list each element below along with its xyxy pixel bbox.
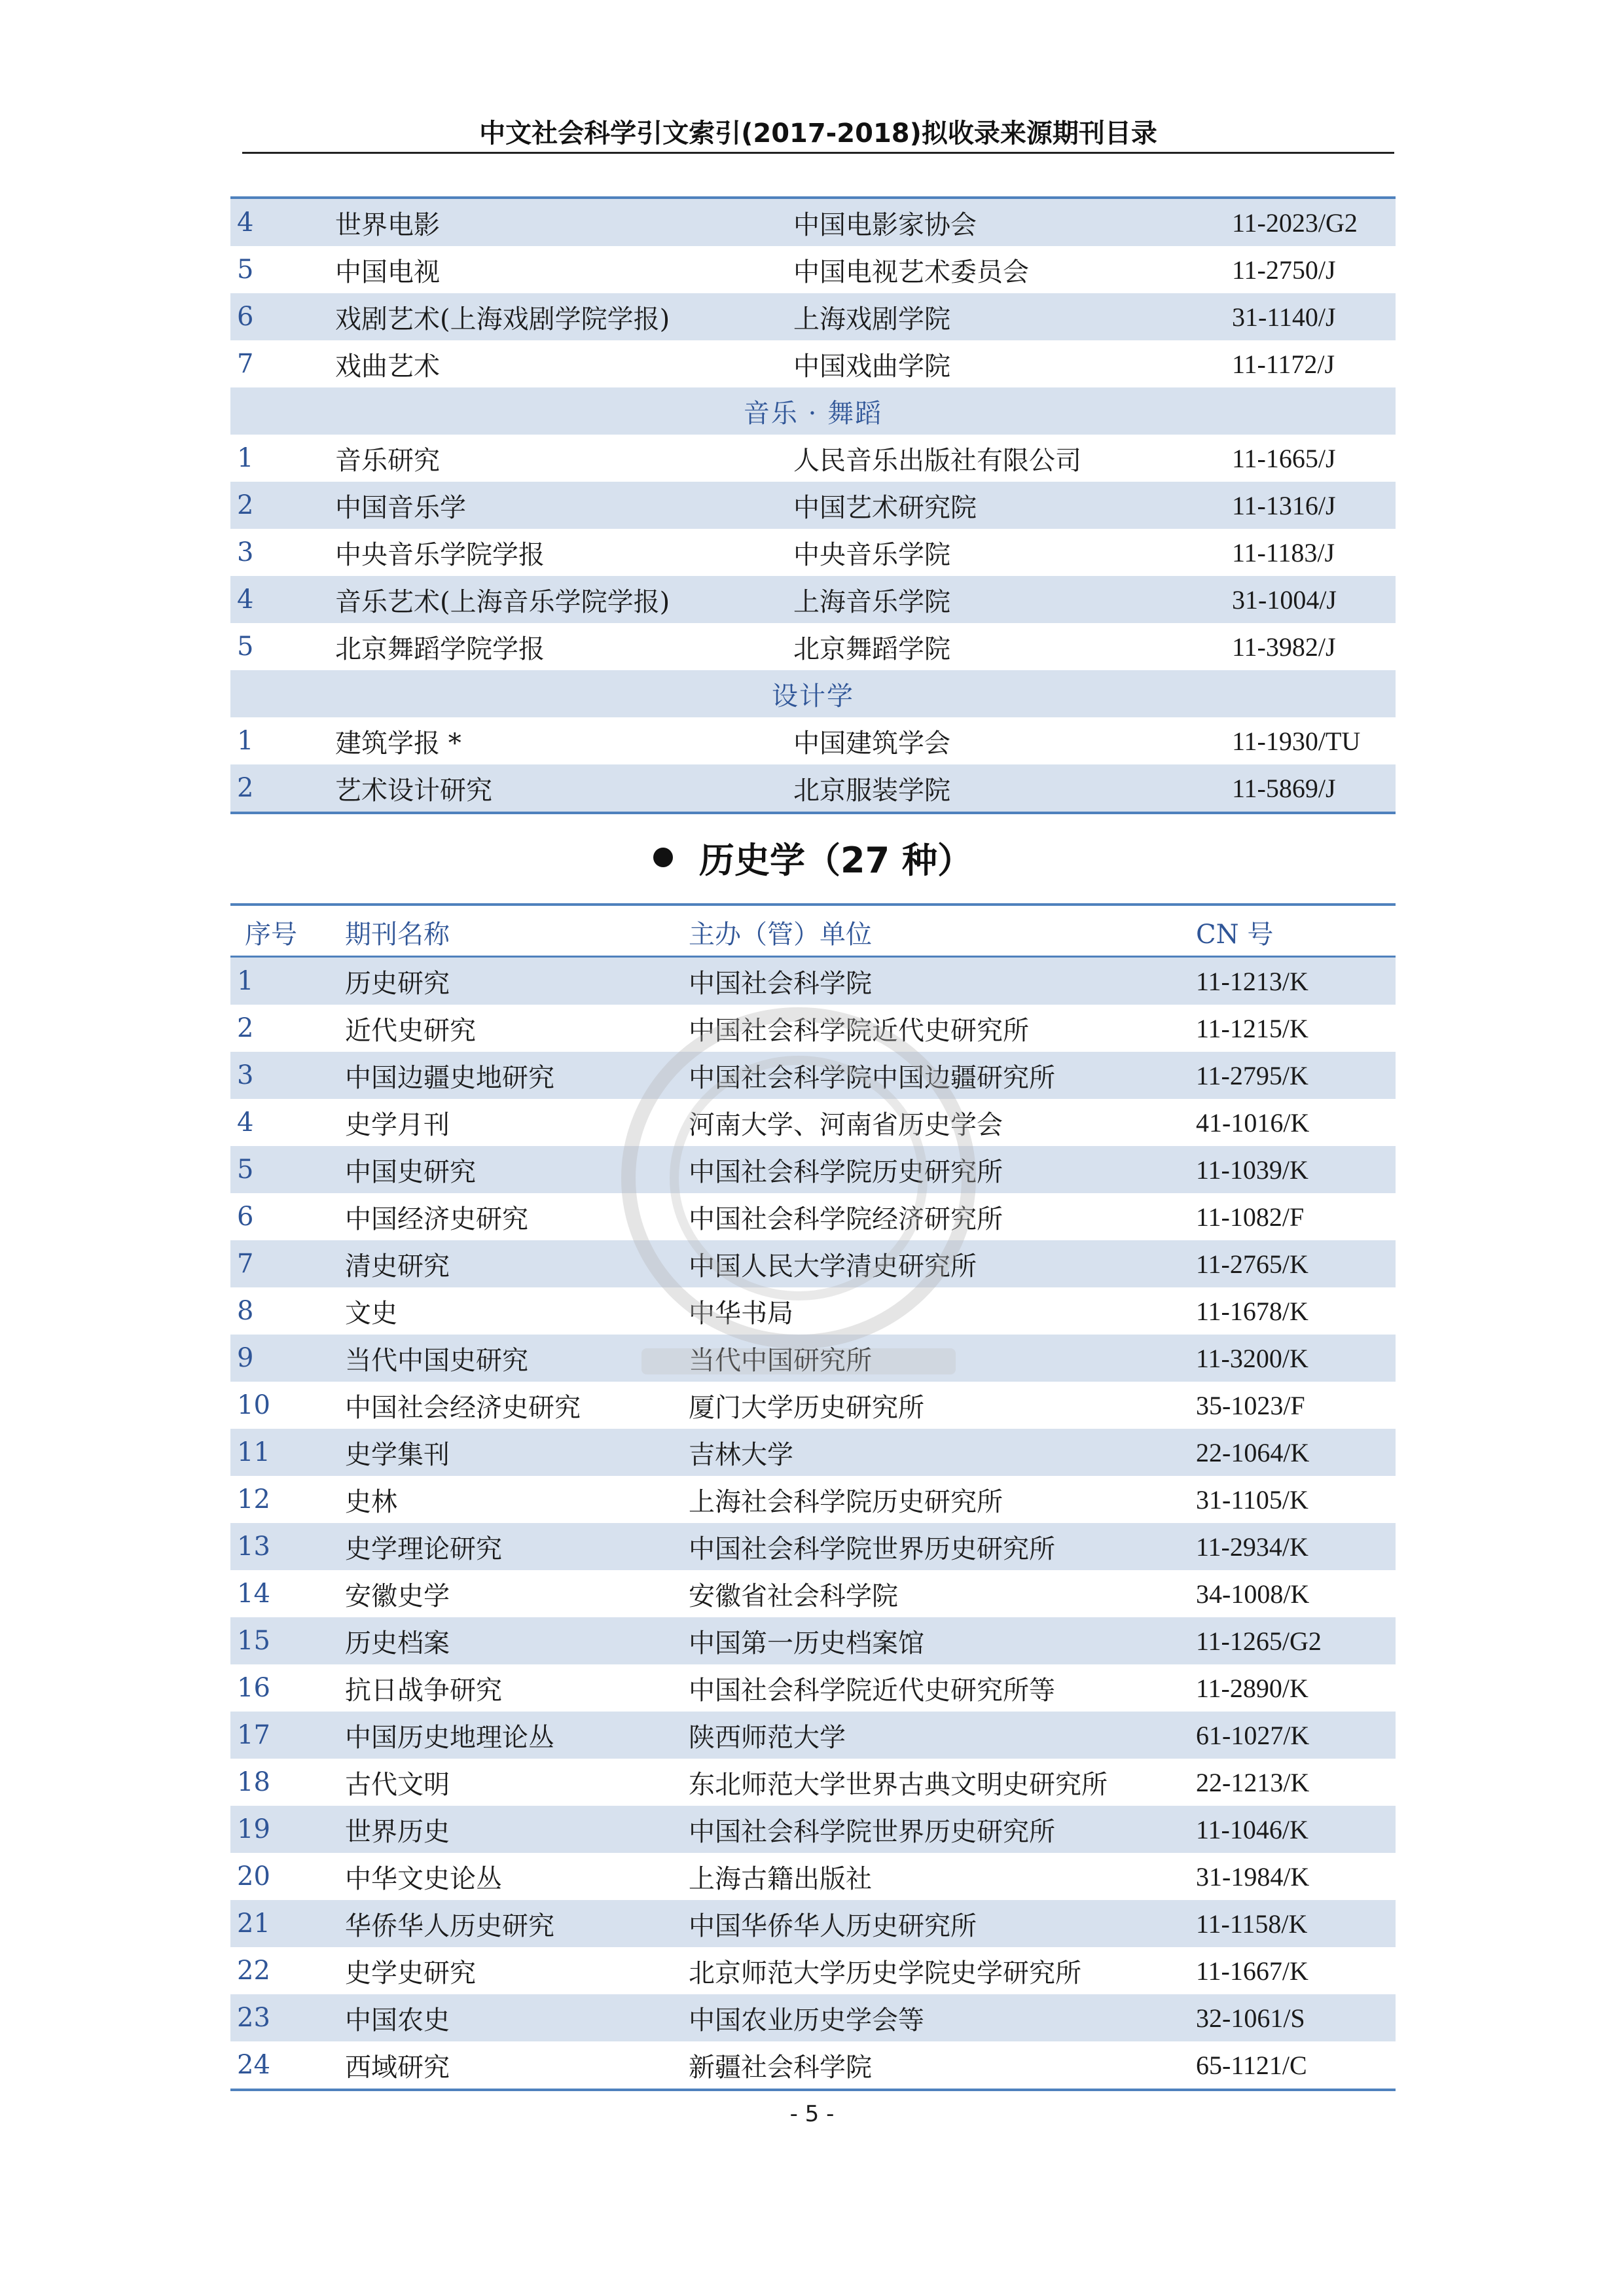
- table-row: [230, 1476, 1396, 1523]
- publisher-name: 中国社会科学院世界历史研究所: [689, 1806, 1196, 1853]
- publisher-name: 上海社会科学院历史研究所: [689, 1476, 1196, 1523]
- cn-number: 35-1023/F: [1196, 1382, 1396, 1429]
- cn-number: 41-1016/K: [1196, 1099, 1396, 1146]
- journal-name: 世界历史: [345, 1806, 689, 1853]
- row-number: 15: [230, 1617, 345, 1664]
- journal-name: 史学史研究: [345, 1947, 689, 1994]
- publisher-name: 安徽省社会科学院: [689, 1570, 1196, 1617]
- row-number: 17: [230, 1712, 345, 1759]
- journal-name: 中国历史地理论丛: [345, 1712, 689, 1759]
- cn-number: 11-1678/K: [1196, 1287, 1396, 1335]
- publisher-name: 北京服装学院: [793, 764, 1232, 813]
- cn-number: 11-3982/J: [1232, 623, 1396, 670]
- journal-name: 西域研究: [345, 2041, 689, 2090]
- row-number: 7: [230, 340, 335, 387]
- publisher-name: 中国农业历史学会等: [689, 1994, 1196, 2041]
- table-row: [230, 764, 1396, 813]
- cn-number: 31-1140/J: [1232, 293, 1396, 340]
- journal-name: 中国社会经济史研究: [345, 1382, 689, 1429]
- cn-number: 11-1665/J: [1232, 435, 1396, 482]
- row-number: 14: [230, 1570, 345, 1617]
- publisher-name: 中国第一历史档案馆: [689, 1617, 1196, 1664]
- journal-name: 安徽史学: [345, 1570, 689, 1617]
- cn-number: 11-1265/G2: [1196, 1617, 1396, 1664]
- journal-name: 北京舞蹈学院学报: [335, 623, 793, 670]
- cn-number: 22-1064/K: [1196, 1429, 1396, 1476]
- row-number: 3: [230, 1052, 345, 1099]
- publisher-name: 中国人民大学清史研究所: [689, 1240, 1196, 1287]
- row-number: 21: [230, 1900, 345, 1947]
- table-row: [230, 1193, 1396, 1240]
- journal-name: 古代文明: [345, 1759, 689, 1806]
- cn-number: 22-1213/K: [1196, 1759, 1396, 1806]
- publisher-name: 厦门大学历史研究所: [689, 1382, 1196, 1429]
- row-number: 24: [230, 2041, 345, 2090]
- cn-number: 11-1215/K: [1196, 1005, 1396, 1052]
- publisher-name: 中国艺术研究院: [793, 482, 1232, 529]
- table-row: [230, 1429, 1396, 1476]
- cn-number: 11-1213/K: [1196, 957, 1396, 1005]
- publisher-name: 北京舞蹈学院: [793, 623, 1232, 670]
- table-header-row: [230, 905, 1396, 957]
- publisher-name: 上海戏剧学院: [793, 293, 1232, 340]
- publisher-name: 中国华侨华人历史研究所: [689, 1900, 1196, 1947]
- row-number: 12: [230, 1476, 345, 1523]
- cn-number: 11-1172/J: [1232, 340, 1396, 387]
- journal-name: 中国经济史研究: [345, 1193, 689, 1240]
- cn-number: 32-1061/S: [1196, 1994, 1396, 2041]
- cn-number: 34-1008/K: [1196, 1570, 1396, 1617]
- publisher-name: 中国电影家协会: [793, 198, 1232, 246]
- row-number: 5: [230, 1146, 345, 1193]
- cn-number: 61-1027/K: [1196, 1712, 1396, 1759]
- header-num: 序号: [230, 905, 345, 957]
- cn-number: 11-1082/F: [1196, 1193, 1396, 1240]
- table-row: [230, 1052, 1396, 1099]
- table-row: [230, 1994, 1396, 2041]
- publisher-name: 中华书局: [689, 1287, 1196, 1335]
- journal-name: 中国边疆史地研究: [345, 1052, 689, 1099]
- cn-number: 11-2765/K: [1196, 1240, 1396, 1287]
- table-row: [230, 1900, 1396, 1947]
- cn-number: 31-1105/K: [1196, 1476, 1396, 1523]
- section-heading-text: 历史学（27 种）: [699, 839, 973, 881]
- table-row: [230, 1664, 1396, 1712]
- row-number: 7: [230, 1240, 345, 1287]
- journal-name: 艺术设计研究: [335, 764, 793, 813]
- row-number: 8: [230, 1287, 345, 1335]
- journal-name: 世界电影: [335, 198, 793, 246]
- table-row: [230, 340, 1396, 387]
- journal-name: 史林: [345, 1476, 689, 1523]
- journal-name: 音乐研究: [335, 435, 793, 482]
- table-row: [230, 198, 1396, 246]
- journal-name: 近代史研究: [345, 1005, 689, 1052]
- section-heading-history: [230, 831, 1396, 884]
- table-row: [230, 623, 1396, 670]
- table-row: [230, 246, 1396, 293]
- row-number: 9: [230, 1335, 345, 1382]
- table-row: [230, 1947, 1396, 1994]
- journal-name: 当代中国史研究: [345, 1335, 689, 1382]
- table-row: [230, 293, 1396, 340]
- publisher-name: 中国社会科学院近代史研究所: [689, 1005, 1196, 1052]
- category-label: 音乐 · 舞蹈: [230, 387, 1396, 435]
- publisher-name: 当代中国研究所: [689, 1335, 1196, 1382]
- row-number: 2: [230, 764, 335, 813]
- header-rule: [242, 152, 1394, 154]
- publisher-name: 中国社会科学院世界历史研究所: [689, 1523, 1196, 1570]
- table-row: [230, 1287, 1396, 1335]
- table-row: [230, 1382, 1396, 1429]
- journal-name: 史学理论研究: [345, 1523, 689, 1570]
- row-number: 1: [230, 717, 335, 764]
- journal-name: 清史研究: [345, 1240, 689, 1287]
- table-row: [230, 1806, 1396, 1853]
- cn-number: 11-1046/K: [1196, 1806, 1396, 1853]
- category-label: 设计学: [230, 670, 1396, 717]
- table-row: [230, 1005, 1396, 1052]
- table-row: [230, 957, 1396, 1005]
- publisher-name: 吉林大学: [689, 1429, 1196, 1476]
- journal-name: 抗日战争研究: [345, 1664, 689, 1712]
- table-row: [230, 1712, 1396, 1759]
- publisher-name: 中央音乐学院: [793, 529, 1232, 576]
- category-row-design: [230, 670, 1396, 717]
- table-row: [230, 1570, 1396, 1617]
- row-number: 1: [230, 957, 345, 1005]
- page-header-title: 中文社会科学引文索引(2017-2018)拟收录来源期刊目录: [479, 118, 1157, 149]
- table-row: [230, 529, 1396, 576]
- row-number: 2: [230, 482, 335, 529]
- row-number: 2: [230, 1005, 345, 1052]
- page-number: - 5 -: [789, 2101, 835, 2127]
- row-number: 18: [230, 1759, 345, 1806]
- cn-number: 11-2023/G2: [1232, 198, 1396, 246]
- table-row: [230, 717, 1396, 764]
- table-row: [230, 435, 1396, 482]
- cn-number: 11-3200/K: [1196, 1335, 1396, 1382]
- table-row: [230, 1617, 1396, 1664]
- publisher-name: 中国社会科学院历史研究所: [689, 1146, 1196, 1193]
- table-row: [230, 1853, 1396, 1900]
- journal-name: 历史研究: [345, 957, 689, 1005]
- header-name: 期刊名称: [345, 905, 689, 957]
- publisher-name: 东北师范大学世界古典文明史研究所: [689, 1759, 1196, 1806]
- history-journal-table-body: [230, 957, 1396, 2090]
- journal-name: 中央音乐学院学报: [335, 529, 793, 576]
- cn-number: 11-5869/J: [1232, 764, 1396, 813]
- cn-number: 11-1183/J: [1232, 529, 1396, 576]
- row-number: 4: [230, 198, 335, 246]
- bullet-icon: [653, 848, 673, 867]
- row-number: 19: [230, 1806, 345, 1853]
- table-row: [230, 1146, 1396, 1193]
- journal-name: 中国农史: [345, 1994, 689, 2041]
- publisher-name: 中国戏曲学院: [793, 340, 1232, 387]
- row-number: 16: [230, 1664, 345, 1712]
- cn-number: 11-2750/J: [1232, 246, 1396, 293]
- cn-number: 31-1984/K: [1196, 1853, 1396, 1900]
- table-row: [230, 576, 1396, 623]
- cn-number: 11-1930/TU: [1232, 717, 1396, 764]
- journal-name: 中国史研究: [345, 1146, 689, 1193]
- publisher-name: 人民音乐出版社有限公司: [793, 435, 1232, 482]
- publisher-name: 河南大学、河南省历史学会: [689, 1099, 1196, 1146]
- journal-name: 建筑学报 *: [335, 717, 793, 764]
- journal-name: 史学集刊: [345, 1429, 689, 1476]
- journal-name: 中国电视: [335, 246, 793, 293]
- table-row: [230, 1335, 1396, 1382]
- row-number: 13: [230, 1523, 345, 1570]
- row-number: 4: [230, 576, 335, 623]
- cn-number: 11-2890/K: [1196, 1664, 1396, 1712]
- table-row: [230, 482, 1396, 529]
- row-number: 4: [230, 1099, 345, 1146]
- journal-name: 戏曲艺术: [335, 340, 793, 387]
- journal-name: 历史档案: [345, 1617, 689, 1664]
- publisher-name: 上海古籍出版社: [689, 1853, 1196, 1900]
- category-row-music-dance: [230, 387, 1396, 435]
- publisher-name: 中国社会科学院经济研究所: [689, 1193, 1196, 1240]
- cn-number: 11-2795/K: [1196, 1052, 1396, 1099]
- journal-name: 中国音乐学: [335, 482, 793, 529]
- table-row: [230, 1759, 1396, 1806]
- header-cn: CN 号: [1196, 905, 1396, 957]
- cn-number: 11-1158/K: [1196, 1900, 1396, 1947]
- table-row: [230, 1523, 1396, 1570]
- row-number: 20: [230, 1853, 345, 1900]
- row-number: 6: [230, 1193, 345, 1240]
- table-row: [230, 1099, 1396, 1146]
- publisher-name: 中国社会科学院近代史研究所等: [689, 1664, 1196, 1712]
- row-number: 3: [230, 529, 335, 576]
- table-row: [230, 1240, 1396, 1287]
- row-number: 11: [230, 1429, 345, 1476]
- publisher-name: 北京师范大学历史学院史学研究所: [689, 1947, 1196, 1994]
- table-row: [230, 2041, 1396, 2090]
- cn-number: 11-2934/K: [1196, 1523, 1396, 1570]
- history-journal-table: [230, 903, 1396, 2091]
- journal-name: 戏剧艺术(上海戏剧学院学报): [335, 293, 793, 340]
- journal-name: 史学月刊: [345, 1099, 689, 1146]
- journal-name: 华侨华人历史研究: [345, 1900, 689, 1947]
- journal-name: 音乐艺术(上海音乐学院学报): [335, 576, 793, 623]
- cn-number: 11-1667/K: [1196, 1947, 1396, 1994]
- row-number: 1: [230, 435, 335, 482]
- row-number: 10: [230, 1382, 345, 1429]
- publisher-name: 中国建筑学会: [793, 717, 1232, 764]
- arts-journal-table-body: [230, 198, 1396, 813]
- publisher-name: 中国电视艺术委员会: [793, 246, 1232, 293]
- publisher-name: 上海音乐学院: [793, 576, 1232, 623]
- row-number: 6: [230, 293, 335, 340]
- publisher-name: 新疆社会科学院: [689, 2041, 1196, 2090]
- journal-name: 文史: [345, 1287, 689, 1335]
- row-number: 5: [230, 246, 335, 293]
- row-number: 23: [230, 1994, 345, 2041]
- cn-number: 65-1121/C: [1196, 2041, 1396, 2090]
- arts-journal-table: [230, 196, 1396, 814]
- cn-number: 11-1316/J: [1232, 482, 1396, 529]
- publisher-name: 中国社会科学院: [689, 957, 1196, 1005]
- publisher-name: 陕西师范大学: [689, 1712, 1196, 1759]
- journal-name: 中华文史论丛: [345, 1853, 689, 1900]
- publisher-name: 中国社会科学院中国边疆研究所: [689, 1052, 1196, 1099]
- row-number: 5: [230, 623, 335, 670]
- row-number: 22: [230, 1947, 345, 1994]
- header-publisher: 主办（管）单位: [689, 905, 1196, 957]
- cn-number: 31-1004/J: [1232, 576, 1396, 623]
- cn-number: 11-1039/K: [1196, 1146, 1396, 1193]
